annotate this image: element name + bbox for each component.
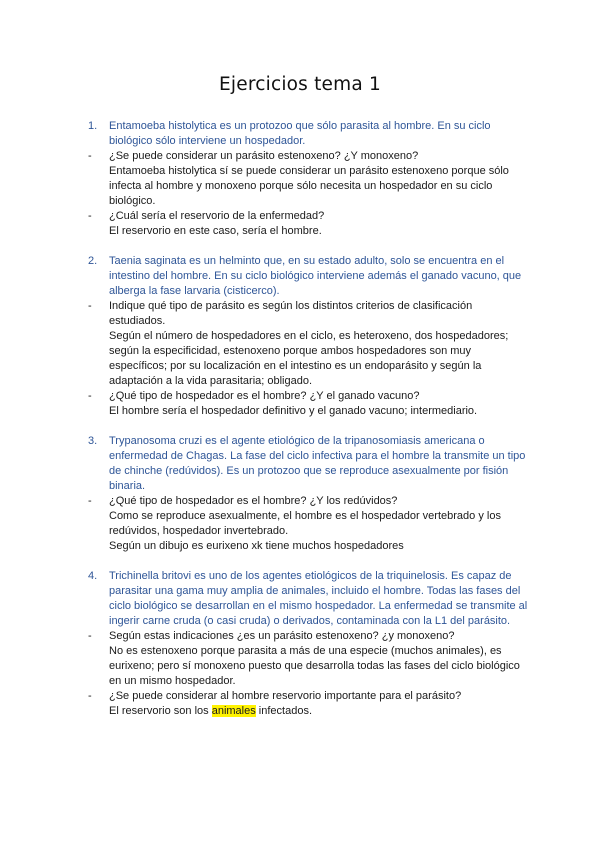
highlighted-word: animales — [211, 705, 256, 717]
exercise-statement-text: Trichinella britovi es uno de los agentes etiológicos de la triquinelosis. Es capaz de parasitar una gama muy amplia de animales, incluido el hombre. Todas las fases del ciclo biológico se desarrollan en el mismo hospedador. La enfermedad se transmite al ingerir carne cruda (o casi cruda) o derivados, contaminada con la L1 del parásito. — [109, 570, 528, 627]
answer-text: Como se reproduce asexualmente, el hombre es el hospedador vertebrado y los redúvidos, hospedador invertebrado. — [109, 510, 501, 537]
question-item — [88, 209, 528, 239]
question-text: Según estas indicaciones ¿es un parásito estenoxeno? ¿y monoxeno? — [109, 630, 455, 642]
question-text: ¿Cuál sería el reservorio de la enfermedad? — [109, 210, 325, 222]
exercise-number: 3. — [88, 435, 98, 447]
exercise-1 — [88, 119, 528, 239]
answer-text: El reservorio en este caso, sería el hombre. — [109, 225, 322, 237]
answer-text: Entamoeba histolytica sí se puede considerar un parásito estenoxeno porque sólo infecta al hombre y monoxeno porque sólo necesita un hospedador en su ciclo biológico. — [109, 165, 509, 207]
question-item — [88, 149, 528, 209]
exercise-number: 4. — [88, 570, 98, 582]
question-text: ¿Qué tipo de hospedador es el hombre? ¿Y los redúvidos? — [109, 495, 398, 507]
answer-text-start: El reservorio son los — [109, 705, 212, 717]
question-item — [88, 689, 528, 719]
exercise-3 — [88, 434, 528, 554]
bullet-marker: - — [88, 690, 92, 702]
question-item — [88, 629, 528, 689]
bullet-marker: - — [88, 390, 92, 402]
exercise-list — [88, 119, 528, 734]
question-item — [88, 494, 528, 554]
bullet-marker: - — [88, 150, 92, 162]
exercise-2 — [88, 254, 528, 419]
answer-text: Según un dibujo es eurixeno xk tiene muchos hospedadores — [109, 540, 404, 552]
exercise-statement — [88, 434, 528, 494]
bullet-marker: - — [88, 300, 92, 312]
exercise-4 — [88, 569, 528, 719]
question-text: ¿Qué tipo de hospedador es el hombre? ¿Y el ganado vacuno? — [109, 390, 420, 402]
question-text: Indique qué tipo de parásito es según los distintos criterios de clasificación estudiados. — [109, 300, 473, 327]
exercise-statement-text: Entamoeba histolytica es un protozoo que sólo parasita al hombre. En su ciclo biológico sólo interviene un hospedador. — [109, 120, 491, 147]
exercise-statement-text: Taenia saginata es un helminto que, en su estado adulto, solo se encuentra en el intestino del hombre. En su ciclo biológico interviene además el ganado vacuno, que alberga la fase larvaria (cisticerco). — [109, 255, 522, 297]
bullet-marker: - — [88, 210, 92, 222]
exercise-number: 2. — [88, 255, 98, 267]
exercise-statement — [88, 254, 528, 299]
answer-text: El hombre sería el hospedador definitivo y el ganado vacuno; intermediario. — [109, 405, 478, 417]
answer-text — [109, 704, 528, 719]
question-text: ¿Se puede considerar un parásito estenoxeno? ¿Y monoxeno? — [109, 150, 419, 162]
bullet-marker: - — [88, 630, 92, 642]
answer-text-end: infectados. — [255, 705, 313, 717]
document-title: Ejercicios tema 1 — [219, 74, 381, 95]
exercise-number: 1. — [88, 120, 98, 132]
answer-text: No es estenoxeno porque parasita a más de una especie (muchos animales), es eurixeno; pero sí monoxeno puesto que desarrolla todas las fases del ciclo biológico en un mismo hospedador. — [109, 645, 520, 687]
question-text: ¿Se puede considerar al hombre reservorio importante para el parásito? — [109, 690, 462, 702]
question-item — [88, 299, 528, 389]
bullet-marker: - — [88, 495, 92, 507]
question-item — [88, 389, 528, 419]
answer-text: Según el número de hospedadores en el ciclo, es heteroxeno, dos hospedadores; según la especificidad, estenoxeno porque ambos hospedadores son muy específicos; por su localización en el intestino es un endoparásito y según la adaptación a la vida parasitaria; obligado. — [109, 330, 509, 387]
exercise-statement — [88, 119, 528, 149]
exercise-statement-text: Trypanosoma cruzi es el agente etiológico de la tripanosomiasis americana o enfermedad de Chagas. La fase del ciclo infectiva para el hombre la transmite un tipo de chinche (redúvidos). Es un protozoo que se reproduce asexualmente por fisión binaria. — [109, 435, 526, 492]
exercise-statement — [88, 569, 528, 629]
